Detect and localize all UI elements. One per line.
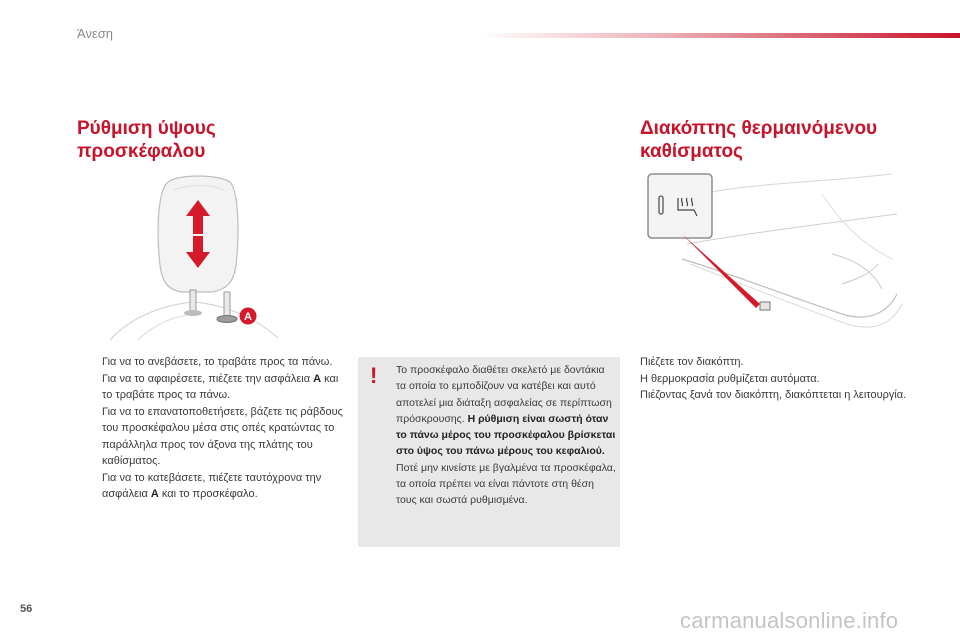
warning-text: Το προσκέφαλο διαθέτει σκελετό με δοντάκια τα οποία το εμποδίζουν να κατέβει και αυτό αποτελεί μια διάταξη ασφαλείας σε περίπτωση πρόσκρουσης. Η ρύθμιση είναι σωστή όταν το πάνω μέρος του προσκέφαλου βρίσκεται στο ύψος του πάνω μέρους του κεφαλιού. Ποτέ μην κινείστε με βγαλμένα τα προσκέφαλα, τα οποία πρέπει να είναι πάντοτε στη θέση τους και σωστά ρυθμισμένα. (396, 364, 616, 507)
warning-icon: ! (370, 363, 378, 388)
header-accent-bar (478, 33, 960, 38)
heated-seat-title (640, 117, 877, 163)
headrest-rod-left (190, 290, 196, 312)
heated-seat-title-line1: Διακόπτης θερμαινόμενου (640, 118, 878, 139)
page-number: 56 (20, 603, 33, 615)
section-label: Άνεση (77, 26, 113, 41)
headrest-instructions (80, 354, 350, 503)
instruction-item: Για να το αφαιρέσετε, πιέζετε την ασφάλεια A και το τραβάτε προς τα πάνω. (102, 372, 339, 401)
heated-seat-illustration (642, 164, 904, 340)
headrest-title (77, 117, 216, 163)
heated-seat-instructions: Πιέζετε τον διακόπτη. Η θερμοκρασία ρυθμίζεται αυτόματα. Πιέζοντας ξανά τον διακόπτη, διακόπτεται η λειτουργία. (640, 356, 907, 401)
lock-button (217, 316, 237, 323)
heated-seat-title-line2: καθίσματος (640, 141, 743, 162)
pointer-arrow-icon (682, 234, 760, 308)
marker-a-label: A (244, 311, 252, 323)
instruction-item: Για να το ανεβάσετε, το τραβάτε προς τα πάνω. (102, 356, 333, 368)
switch-inset (648, 174, 712, 238)
switch-location (760, 302, 770, 310)
headrest-rod-right (224, 292, 230, 318)
headrest-illustration (108, 170, 280, 342)
headrest-title-line2: προσκέφαλου (77, 141, 206, 162)
instruction-item: Για να το επανατοποθετήσετε, βάζετε τις ράβδους του προσκέφαλου μέσα στις οπές κρατώντας το παράλληλα προς τον άξονα της πλάτης του καθίσματος. (102, 405, 343, 467)
watermark: carmanualsonline.info (680, 608, 899, 633)
instruction-item: Για να το κατεβάσετε, πιέζετε ταυτόχρονα την ασφάλεια A και το προσκέφαλο. (102, 471, 322, 500)
headrest-title-line1: Ρύθμιση ύψους (77, 118, 216, 139)
warning-box (358, 357, 620, 547)
